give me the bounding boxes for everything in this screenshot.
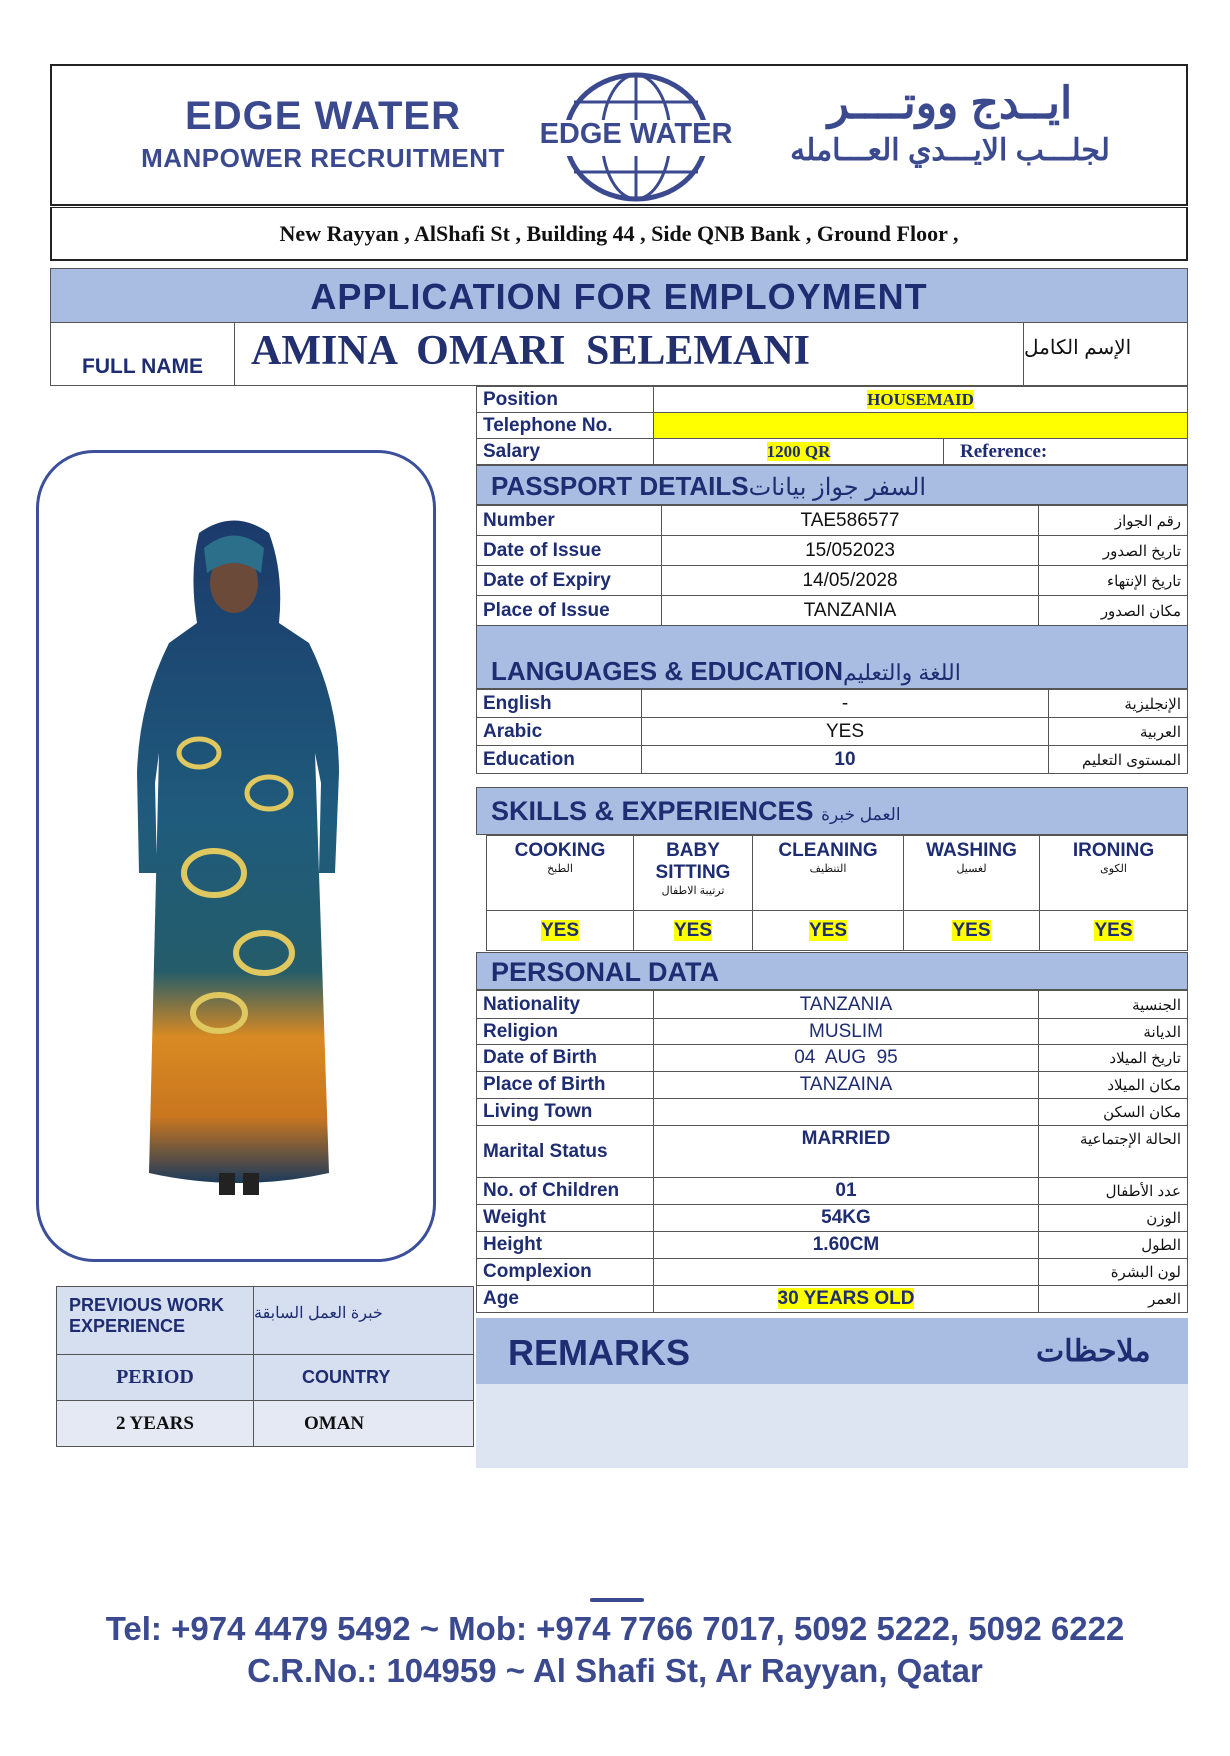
skill-baby-sitting: [634, 836, 753, 911]
education-label: Education: [477, 746, 642, 774]
passport-table: [476, 505, 1188, 626]
footer-contact: Tel: +974 4479 5492 ~ Mob: +974 7766 7017, 5092 5222, 5092 6222: [105, 1610, 1125, 1647]
weight-label-ar: الوزن: [1039, 1205, 1188, 1232]
page-title: APPLICATION FOR EMPLOYMENT: [50, 268, 1188, 323]
english-label-ar: الإنجليزية: [1049, 690, 1188, 718]
place-of-issue-value: TANZANIA: [662, 596, 1039, 626]
dob-value: 04 AUG 95: [654, 1045, 1039, 1072]
skill-name: WASHING: [926, 840, 1017, 861]
table-row: [477, 566, 1188, 596]
passport-heading-en: PASSPORT DETAILS: [491, 471, 749, 501]
footer-divider: [590, 1598, 644, 1602]
skills-heading: [476, 787, 1188, 835]
skills-heading-ar: العمل خبرة: [821, 805, 901, 824]
brand-tagline: MANPOWER RECRUITMENT: [141, 143, 505, 173]
english-label: English: [477, 690, 642, 718]
previous-work-columns: [57, 1355, 474, 1401]
nationality-value: TANZANIA: [654, 991, 1039, 1019]
table-row: [477, 1019, 1188, 1045]
passport-heading: [476, 465, 1188, 505]
previous-work-table: [56, 1286, 474, 1447]
height-label-ar: الطول: [1039, 1232, 1188, 1259]
age-label-ar: العمر: [1039, 1286, 1188, 1313]
applicant-photo-figure: [39, 453, 433, 1259]
period-value: 2 YEARS: [57, 1401, 254, 1447]
weight-label: Weight: [477, 1205, 654, 1232]
skills-table: [486, 835, 1188, 951]
issue-date-value: 15/052023: [662, 536, 1039, 566]
skill-value: YES: [808, 919, 848, 941]
religion-value: MUSLIM: [654, 1019, 1039, 1045]
skill-name: CLEANING: [778, 840, 878, 861]
table-row: [477, 506, 1188, 536]
children-label: No. of Children: [477, 1178, 654, 1205]
personal-table: [476, 990, 1188, 1313]
remarks-label: REMARKS: [508, 1332, 691, 1373]
education-value: 10: [642, 746, 1049, 774]
table-row: [477, 1178, 1188, 1205]
footer-address: C.R.No.: 104959 ~ Al Shafi St, Ar Rayyan, Qatar: [247, 1652, 983, 1689]
complexion-value: [654, 1259, 1039, 1286]
religion-label: Religion: [477, 1019, 654, 1045]
brand-tagline-ar: لجلـــب الايـــدي العـــامله: [790, 134, 1110, 167]
table-row: [477, 1259, 1188, 1286]
table-row: [477, 596, 1188, 626]
arabic-label: Arabic: [477, 718, 642, 746]
english-value: -: [642, 690, 1049, 718]
expiry-date-label: Date of Expiry: [477, 566, 662, 596]
arabic-value: YES: [642, 718, 1049, 746]
languages-heading-en: LANGUAGES & EDUCATION: [491, 656, 843, 686]
previous-work-header-row: [57, 1287, 474, 1355]
nationality-label-ar: الجنسية: [1039, 991, 1188, 1019]
skill-cooking: [487, 836, 634, 911]
period-column: PERIOD: [57, 1355, 254, 1401]
issue-date-label: Date of Issue: [477, 536, 662, 566]
marital-status-label-ar: الحالة الإجتماعية: [1039, 1126, 1188, 1178]
passport-number-label: Number: [477, 506, 662, 536]
passport-number-label-ar: رقم الجواز: [1039, 506, 1188, 536]
company-logo: [536, 72, 736, 202]
children-label-ar: عدد الأطفال: [1039, 1178, 1188, 1205]
languages-heading-ar: اللغة والتعليم: [842, 660, 961, 685]
salary-cell: [654, 439, 944, 465]
table-row: [477, 1232, 1188, 1259]
languages-table: [476, 689, 1188, 774]
skill-cleaning: [753, 836, 904, 911]
issue-date-label-ar: تاريخ الصدور: [1039, 536, 1188, 566]
brand-name-ar: ايــدج ووتــــر: [827, 79, 1073, 128]
remarks-label-ar: ملاحظات: [1036, 1335, 1151, 1368]
nationality-label: Nationality: [477, 991, 654, 1019]
skill-value: YES: [1094, 919, 1133, 941]
company-address: New Rayyan , AlShafi St , Building 44 , Side QNB Bank , Ground Floor ,: [50, 207, 1188, 261]
job-table: [476, 386, 1188, 465]
previous-work-heading: PREVIOUS WORK EXPERIENCE: [57, 1287, 254, 1355]
full-name-label-ar: الإسم الكامل: [1023, 323, 1187, 385]
height-label: Height: [477, 1232, 654, 1259]
table-row: [477, 1286, 1188, 1313]
passport-heading-ar: السفر جواز بيانات: [748, 474, 927, 501]
expiry-date-value: 14/05/2028: [662, 566, 1039, 596]
expiry-date-label-ar: تاريخ الإنتهاء: [1039, 566, 1188, 596]
skills-heading-en: SKILLS & EXPERIENCES: [491, 796, 814, 826]
age-value: 30 YEARS OLD: [777, 1288, 915, 1309]
position-label: Position: [477, 387, 654, 413]
salary-label: Salary: [477, 439, 654, 465]
place-of-issue-label-ar: مكان الصدور: [1039, 596, 1188, 626]
applicant-photo: [36, 450, 436, 1262]
skill-value: YES: [673, 919, 713, 941]
passport-number-value: TAE586577: [662, 506, 1039, 536]
previous-work-heading-ar: خبرة العمل السابقة: [254, 1287, 474, 1355]
children-value: 01: [654, 1178, 1039, 1205]
table-row: [477, 718, 1188, 746]
languages-heading: [476, 625, 1188, 689]
full-name-label: FULL NAME: [51, 323, 235, 385]
country-column: COUNTRY: [254, 1355, 474, 1401]
skill-value: YES: [952, 919, 991, 941]
complexion-label-ar: لون البشرة: [1039, 1259, 1188, 1286]
skill-name-ar: الكوى: [1100, 863, 1127, 875]
skill-ironing: [1040, 836, 1188, 911]
skill-name-ar: لغسيل: [956, 863, 987, 875]
full-name-value: AMINA OMARI SELEMANI: [251, 328, 811, 374]
place-of-issue-label: Place of Issue: [477, 596, 662, 626]
skill-name-ar: التنظيف: [809, 863, 847, 875]
skills-header-row: [487, 836, 1188, 911]
education-label-ar: المستوى التعليم: [1049, 746, 1188, 774]
dob-label-ar: تاريخ الميلاد: [1039, 1045, 1188, 1072]
age-label: Age: [477, 1286, 654, 1313]
personal-heading: PERSONAL DATA: [476, 952, 1188, 990]
table-row: [477, 690, 1188, 718]
living-town-label: Living Town: [477, 1099, 654, 1126]
skill-name-ar: الطبخ: [547, 863, 573, 875]
remarks-body: [476, 1384, 1188, 1468]
dob-label: Date of Birth: [477, 1045, 654, 1072]
salary-value: 1200 QR: [766, 441, 831, 461]
skills-value-row: [487, 911, 1188, 951]
table-row: [477, 1072, 1188, 1099]
birthplace-value: TANZAINA: [654, 1072, 1039, 1099]
living-town-label-ar: مكان السكن: [1039, 1099, 1188, 1126]
telephone-value: [654, 413, 1188, 439]
remarks-heading: [476, 1318, 1188, 1384]
telephone-label: Telephone No.: [477, 413, 654, 439]
living-town-value: [654, 1099, 1039, 1126]
skill-washing: [904, 836, 1040, 911]
full-name-row: [50, 322, 1188, 386]
brand-arabic: [740, 78, 1160, 168]
table-row: [477, 1099, 1188, 1126]
skill-name: BABY SITTING: [655, 840, 731, 883]
marital-status-value: MARRIED: [654, 1126, 1039, 1178]
arabic-label-ar: العربية: [1049, 718, 1188, 746]
weight-value: 54KG: [654, 1205, 1039, 1232]
religion-label-ar: الديانة: [1039, 1019, 1188, 1045]
table-row: [477, 536, 1188, 566]
reference-label: Reference:: [944, 439, 1188, 465]
skill-name: COOKING: [514, 840, 606, 861]
skill-value: YES: [540, 919, 580, 941]
height-value: 1.60CM: [654, 1232, 1039, 1259]
logo-text: EDGE WATER: [539, 118, 733, 150]
age-cell: [654, 1286, 1039, 1313]
country-value: OMAN: [254, 1401, 474, 1447]
table-row: [477, 746, 1188, 774]
brand-name: EDGE WATER: [185, 94, 461, 138]
table-row: [477, 1205, 1188, 1232]
skill-name-ar: ترتيبة الاطفال: [661, 885, 725, 897]
position-cell: [654, 387, 1188, 413]
table-row: [477, 1045, 1188, 1072]
table-row: [477, 1126, 1188, 1178]
position-value: HOUSEMAID: [867, 389, 974, 409]
marital-status-label: Marital Status: [477, 1126, 654, 1178]
birthplace-label-ar: مكان الميلاد: [1039, 1072, 1188, 1099]
table-row: [57, 1401, 474, 1447]
brand-english: [118, 94, 528, 174]
complexion-label: Complexion: [477, 1259, 654, 1286]
table-row: [477, 991, 1188, 1019]
birthplace-label: Place of Birth: [477, 1072, 654, 1099]
skill-name: IRONING: [1072, 840, 1155, 861]
